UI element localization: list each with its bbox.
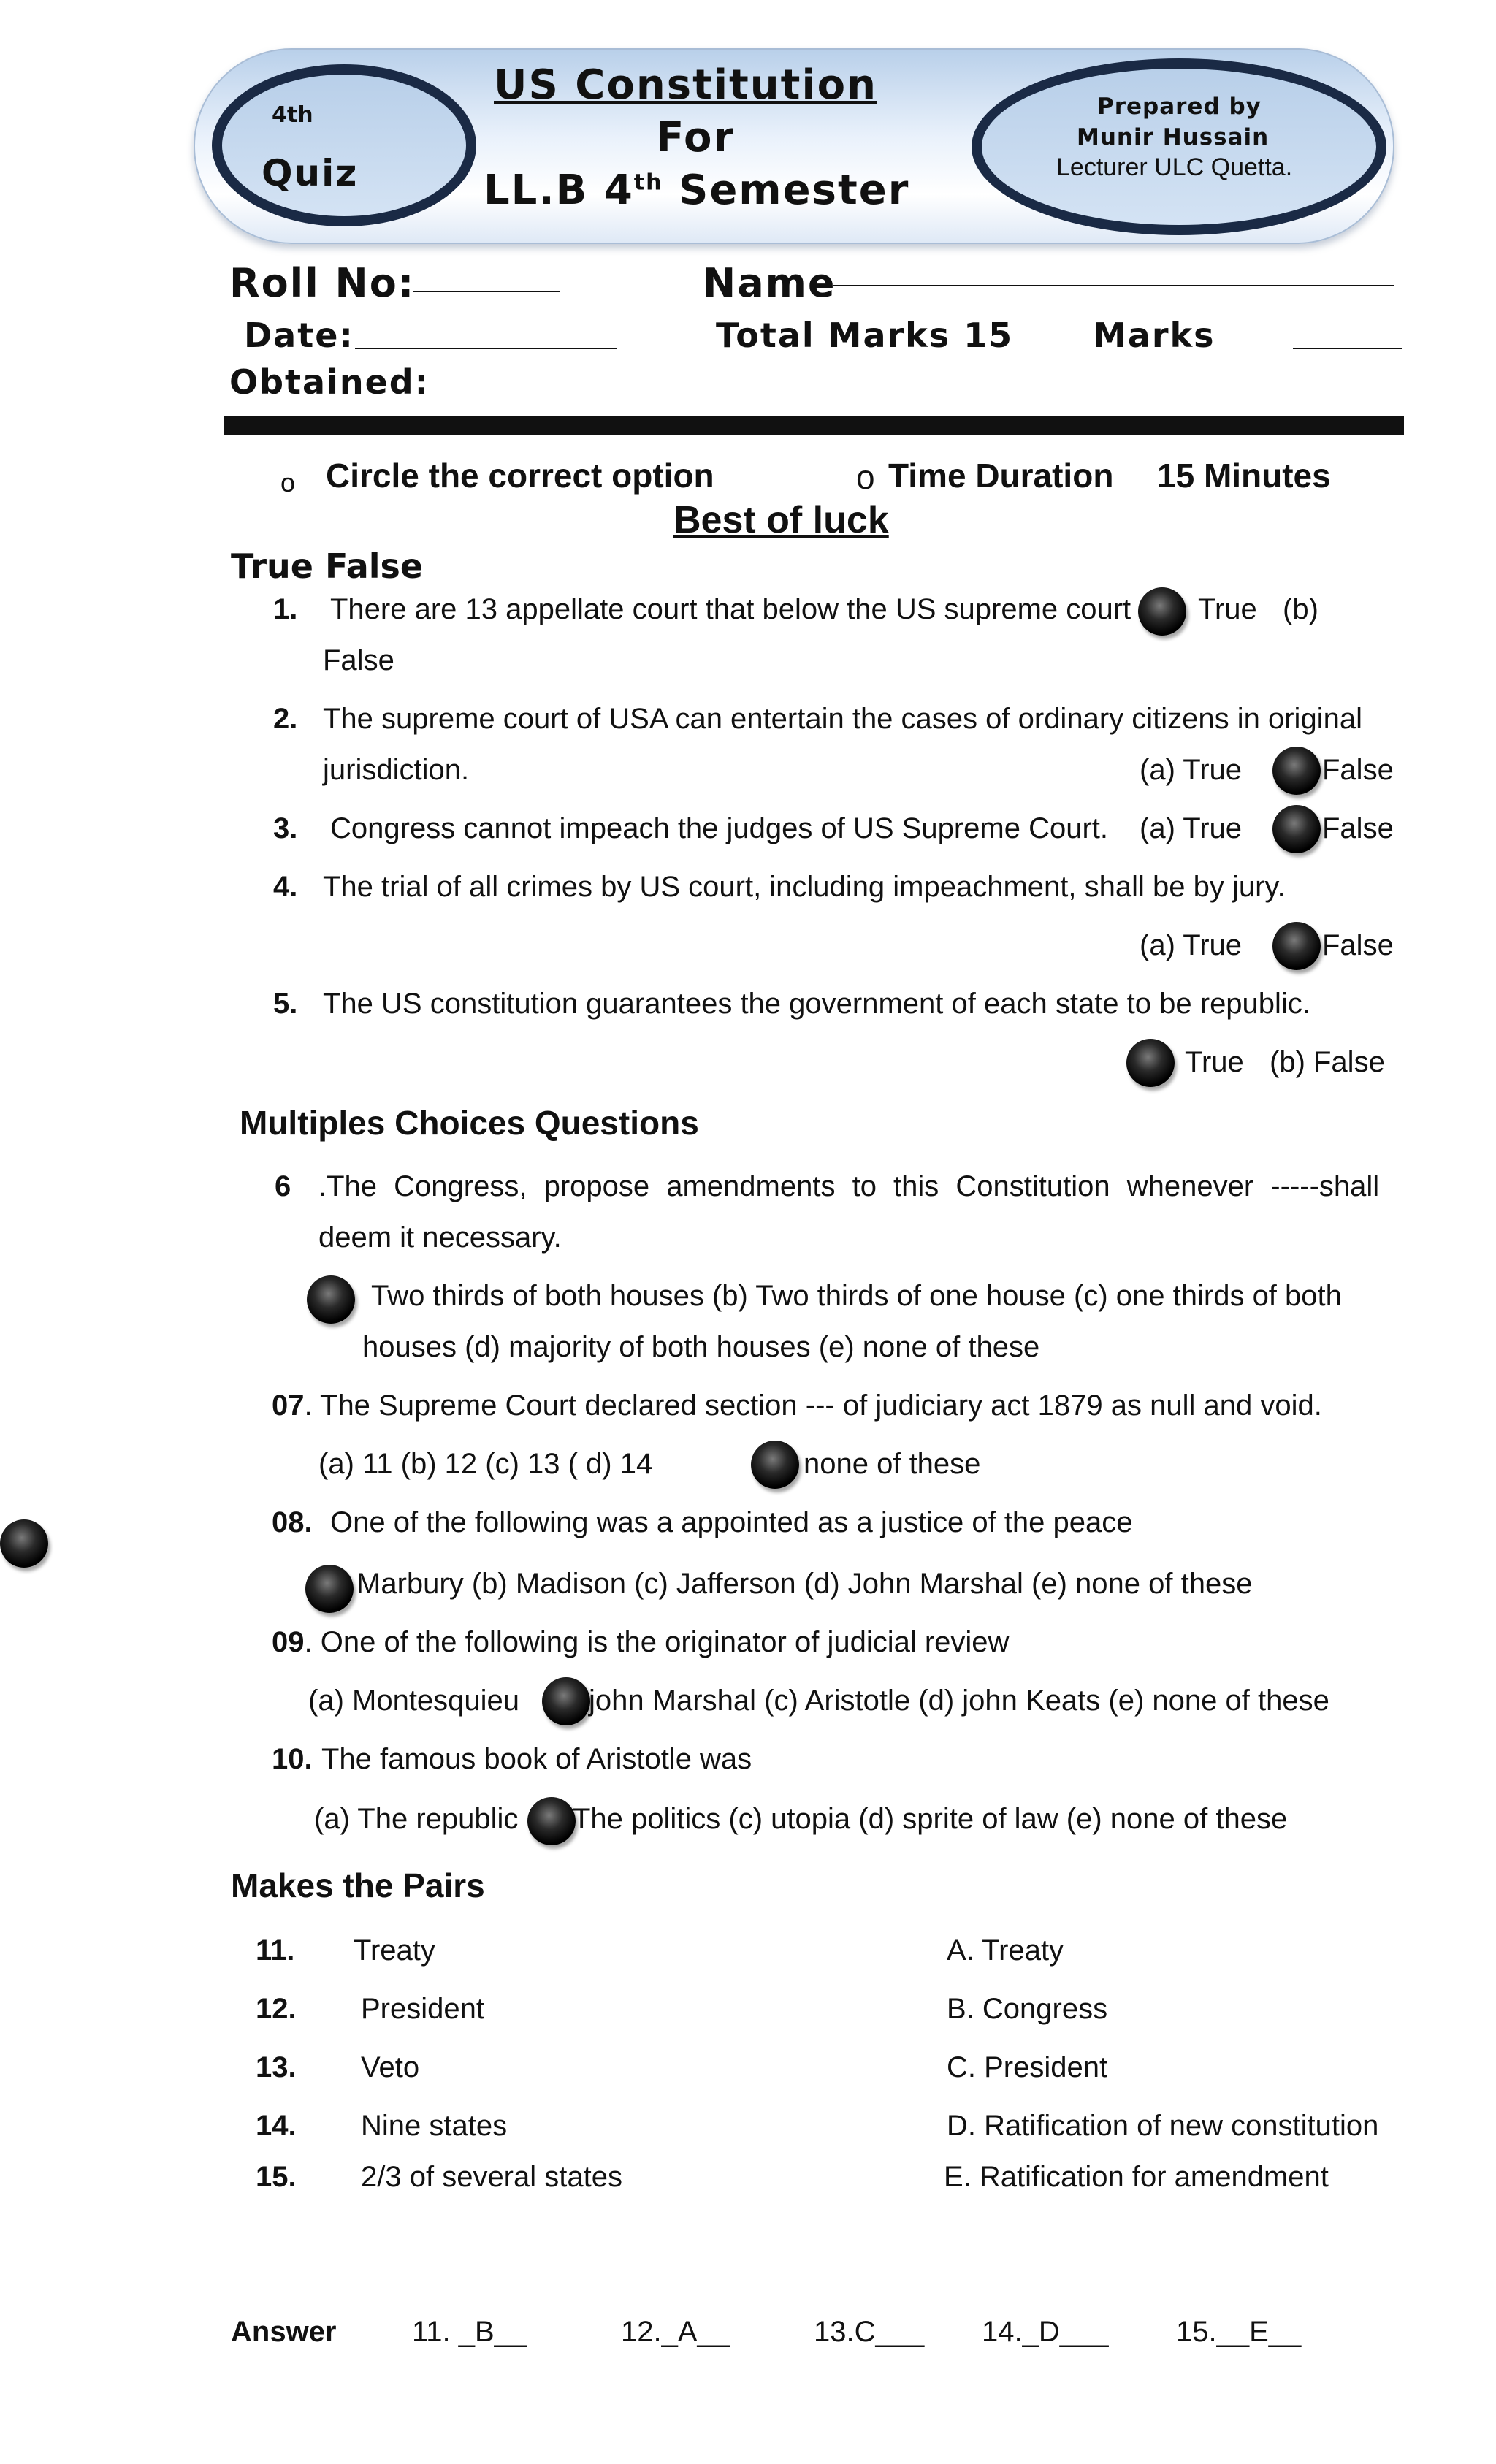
- q5-number: 5.: [273, 988, 298, 1020]
- q3-number: 3.: [273, 812, 298, 844]
- q4-number: 4.: [273, 871, 298, 903]
- q5-text: The US constitution guarantees the government of each state to be republic.: [323, 988, 1310, 1020]
- pair-left: Nine states: [361, 2110, 508, 2142]
- section-true-false: True False: [231, 546, 424, 586]
- date-line: [355, 348, 617, 349]
- q6-number: 6: [275, 1170, 291, 1202]
- answer-mark: [527, 1797, 576, 1845]
- q10-text: The famous book of Aristotle was: [321, 1743, 752, 1775]
- q1-text: There are 13 appellate court that below the US supreme court: [330, 593, 1131, 625]
- q1-option-b-text: False: [323, 644, 394, 676]
- answer-14: 14._D___: [982, 2316, 1109, 2348]
- prepared-by: Prepared by: [1097, 94, 1262, 120]
- q9-line: 09. One of the following is the originator of judicial review: [272, 1626, 1010, 1658]
- q4-option-b: False: [1322, 929, 1394, 961]
- pair-number: 12.: [256, 1993, 297, 2025]
- q7-options: (a) 11 (b) 12 (c) 13 ( d) 14: [318, 1448, 653, 1480]
- instruction-circle: Circle the correct option: [326, 457, 714, 495]
- answer-mark: [1272, 922, 1321, 970]
- q2-number: 2.: [273, 703, 298, 735]
- pair-number: 11.: [256, 1934, 295, 1967]
- header-divider: [224, 416, 1404, 435]
- q2-text-cont: jurisdiction.: [323, 754, 470, 786]
- q6-options: Two thirds of both houses (b) Two thirds of one house (c) one thirds of both: [371, 1280, 1342, 1312]
- answer-12: 12._A__: [621, 2316, 730, 2348]
- answer-mark: [751, 1441, 799, 1489]
- pair-right: B. Congress: [947, 1993, 1108, 2025]
- total-marks: Total Marks 15: [716, 316, 1014, 355]
- time-label: Time Duration: [888, 457, 1114, 495]
- q6-text-cont: deem it necessary.: [318, 1221, 562, 1254]
- q10-options: The politics (c) utopia (d) sprite of law (e) none of these: [573, 1803, 1288, 1835]
- answer-mark: [1272, 805, 1321, 853]
- q9-options: john Marshal (c) Aristotle (d) john Keats (e) none of these: [589, 1685, 1329, 1717]
- q10-number: 10.: [272, 1743, 313, 1775]
- q1-option-b: (b): [1283, 593, 1318, 625]
- answer-mark: [1126, 1039, 1175, 1087]
- title-for: For: [656, 114, 736, 161]
- pair-right: A. Treaty: [947, 1934, 1064, 1967]
- q3-text: Congress cannot impeach the judges of US Supreme Court.: [330, 812, 1109, 844]
- bullet-2: o: [856, 458, 875, 496]
- q1-option-a: True: [1198, 593, 1257, 625]
- answer-15: 15.__E__: [1176, 2316, 1302, 2348]
- date-label: Date:: [244, 316, 354, 355]
- q7-line: 07. The Supreme Court declared section --- of judiciary act 1879 as null and void.: [272, 1389, 1322, 1422]
- q4-option-a: (a) True: [1140, 929, 1243, 961]
- author-name: Munir Hussain: [1077, 124, 1270, 150]
- answer-mark: [1138, 587, 1186, 636]
- section-mcq: Multiples Choices Questions: [240, 1104, 699, 1142]
- best-of-luck: Best of luck: [673, 499, 889, 541]
- q4-text: The trial of all crimes by US court, including impeachment, shall be by jury.: [323, 871, 1286, 903]
- q10-option-a: (a) The republic: [314, 1803, 519, 1835]
- answer-mark: [305, 1565, 354, 1613]
- pair-left: Veto: [361, 2051, 420, 2083]
- q2-option-b: False: [1322, 754, 1394, 786]
- q5-option-a: True: [1185, 1046, 1244, 1078]
- pair-right: E. Ratification for amendment: [944, 2161, 1329, 2193]
- answer-mark: [307, 1275, 355, 1324]
- answer-label: Answer: [231, 2316, 337, 2348]
- answer-mark: [542, 1677, 590, 1725]
- q1-number: 1.: [273, 593, 298, 625]
- pair-number: 14.: [256, 2110, 297, 2142]
- answer-13: 13.C___: [814, 2316, 925, 2348]
- quiz-label: Quiz: [262, 152, 359, 194]
- q6-text: .The Congress, propose amendments to this Constitution whenever -----shall: [318, 1170, 1380, 1202]
- q3-option-a: (a) True: [1140, 812, 1243, 844]
- bullet-1: o: [280, 468, 296, 497]
- q3-option-b: False: [1322, 812, 1394, 844]
- title-semester: LL.B 4th Semester: [484, 167, 910, 214]
- marks-line: [1293, 348, 1402, 349]
- q6-options-cont: houses (d) majority of both houses (e) none of these: [362, 1331, 1040, 1363]
- section-pairs: Makes the Pairs: [231, 1866, 485, 1904]
- q8-number: 08.: [272, 1506, 313, 1538]
- pair-left: Treaty: [354, 1934, 435, 1967]
- quiz-badge: [212, 64, 476, 226]
- quiz-number: 4th: [272, 102, 313, 128]
- roll-line: [413, 291, 560, 292]
- obtained-label: Obtained:: [229, 362, 430, 402]
- q9-option-a: (a) Montesquieu: [308, 1685, 520, 1717]
- q8-options: Marbury (b) Madison (c) Jafferson (d) John Marshal (e) none of these: [356, 1568, 1253, 1600]
- time-value: 15 Minutes: [1157, 457, 1331, 495]
- name-line: [833, 285, 1394, 286]
- q2-text: The supreme court of USA can entertain the cases of ordinary citizens in original: [323, 703, 1362, 735]
- pair-left: 2/3 of several states: [361, 2161, 622, 2193]
- pair-left: President: [361, 1993, 484, 2025]
- pair-right: C. President: [947, 2051, 1108, 2083]
- name-label: Name: [703, 260, 836, 306]
- pair-number: 13.: [256, 2051, 297, 2083]
- pair-right: D. Ratification of new constitution: [947, 2110, 1379, 2142]
- pair-number: 15.: [256, 2161, 297, 2193]
- q5-option-b: (b) False: [1270, 1046, 1385, 1078]
- q2-option-a: (a) True: [1140, 754, 1243, 786]
- marks-label: Marks: [1093, 316, 1216, 355]
- q7-option-e: none of these: [804, 1448, 981, 1480]
- roll-label: Roll No:: [229, 260, 416, 306]
- answer-mark: [1272, 747, 1321, 795]
- page-title: US Constitution: [494, 61, 877, 109]
- stray-mark: [0, 1519, 48, 1568]
- author-position: Lecturer ULC Quetta.: [1056, 153, 1293, 181]
- q8-text: One of the following was a appointed as a justice of the peace: [330, 1506, 1133, 1538]
- answer-11: 11. _B__: [412, 2316, 527, 2348]
